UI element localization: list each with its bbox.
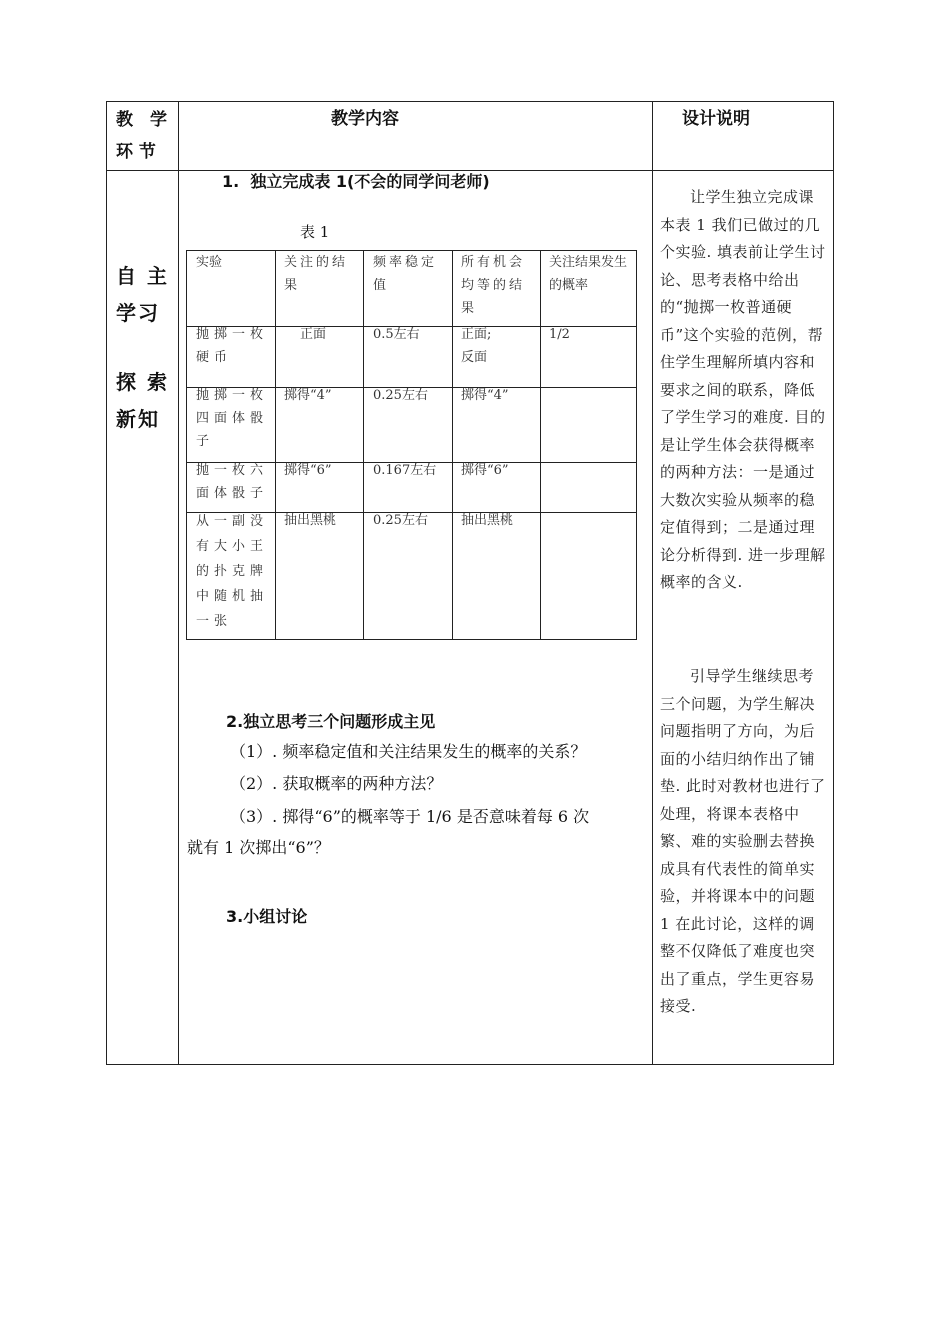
question-3-line2: 就有 1 次掷出“6”？ [187,838,330,857]
table-caption: 表 1 [300,223,330,241]
design-note-1: 让学生独立完成课本表 1 我们已做过的几个实验. 填表前让学生讨论、思考表格中给出的“抛掷一枚普通硬币”这个实验的范例，帮住学生理解所填内容和要求之间的联系，降低了学生学习的难度. 目的是让学生体会获得概率的两种方法：一是通过大数次实验从频率的稳定值得到；二是通过理论分析得到. 进一步理解概率的含义. [660,188,826,591]
section-label-line4: 新知 [116,407,160,431]
table-cell-outcomes: 抽出黑桃 [461,513,514,528]
design-note-2: 引导学生继续思考三个问题，为学生解决问题指明了方向，为后面的小结归纳作出了铺垫. 此时对教材也进行了处理，将课本表格中繁、难的实验删去替换成具有代表性的简单实验，并将课本中的问题 1 在此讨论，这样的调整不仅降低了难度也突出了重点，学生更容易接受. [660,667,826,1015]
header-teaching-stage-line2: 环 节 [116,142,156,162]
table-cell-frequency: 0.25左右 [373,513,428,528]
task-3-heading: 3.小组讨论 [226,907,308,926]
table-header-cell: 所有机会均等的结果 [461,255,526,316]
section-label-line1: 自 主 [116,264,169,288]
task-2-heading: 2.独立思考三个问题形成主见 [226,712,436,731]
header-teaching-stage-line1: 教 学 [116,110,167,130]
table-cell-outcomes: 掷得“4” [461,388,509,403]
section-label [116,258,176,438]
outer-border-top [106,101,834,102]
inner-table-vline [186,250,187,640]
outer-border-divider-1 [178,101,179,1065]
table-header-cell: 关注结果发生的概率 [549,255,628,293]
question-1: （1）. 频率稳定值和关注结果发生的概率的关系？ [230,742,587,761]
outer-border-bottom [106,1064,834,1065]
inner-table-vline [636,250,637,640]
header-design-notes: 设计说明 [682,109,750,129]
question-3-line1: （3）. 掷得“6”的概率等于 1/6 是否意味着每 6 次 [230,807,590,826]
table-cell-frequency: 0.167左右 [373,463,437,478]
table-cell-experiment: 抛掷一枚四面体骰子 [196,388,269,449]
table-cell-frequency: 0.5左右 [373,327,420,342]
table-cell-result: 正面 [300,327,327,342]
table-header-cell: 频率稳定值 [373,255,438,293]
table-cell-outcomes: 正面; 反面 [461,327,492,365]
section-label-line2: 学习 [116,301,160,325]
table-cell-experiment: 从一副没有大小王的扑克牌中随机抽一张 [196,514,269,629]
outer-border-right [833,101,834,1065]
table-header-cell: 实验 [196,255,223,270]
table-cell-experiment: 抛掷一枚硬币 [196,327,269,365]
table-cell-result: 掷得“6” [284,463,332,478]
header-teaching-content: 教学内容 [331,109,399,129]
outer-border-divider-2 [652,101,653,1065]
inner-table-hline [186,639,637,640]
table-cell-probability: 1/2 [549,327,570,342]
section-label-line3: 探 索 [116,370,169,394]
inner-table-vline [540,250,541,640]
task-1-heading: 1. 独立完成表 1(不会的同学问老师) [222,172,490,191]
table-cell-result: 掷得“4” [284,388,332,403]
outer-border-left [106,101,107,1065]
inner-table-vline [452,250,453,640]
table-cell-frequency: 0.25左右 [373,388,428,403]
header-teaching-stage [116,104,174,168]
table-header-cell: 关注的结果 [284,255,349,293]
inner-table-vline [275,250,276,640]
question-2: （2）. 获取概率的两种方法？ [230,774,443,793]
table-cell-experiment: 抛一枚六面体骰子 [196,463,269,501]
inner-table-vline [363,250,364,640]
table-cell-result: 抽出黑桃 [284,513,337,528]
table-cell-outcomes: 掷得“6” [461,463,509,478]
